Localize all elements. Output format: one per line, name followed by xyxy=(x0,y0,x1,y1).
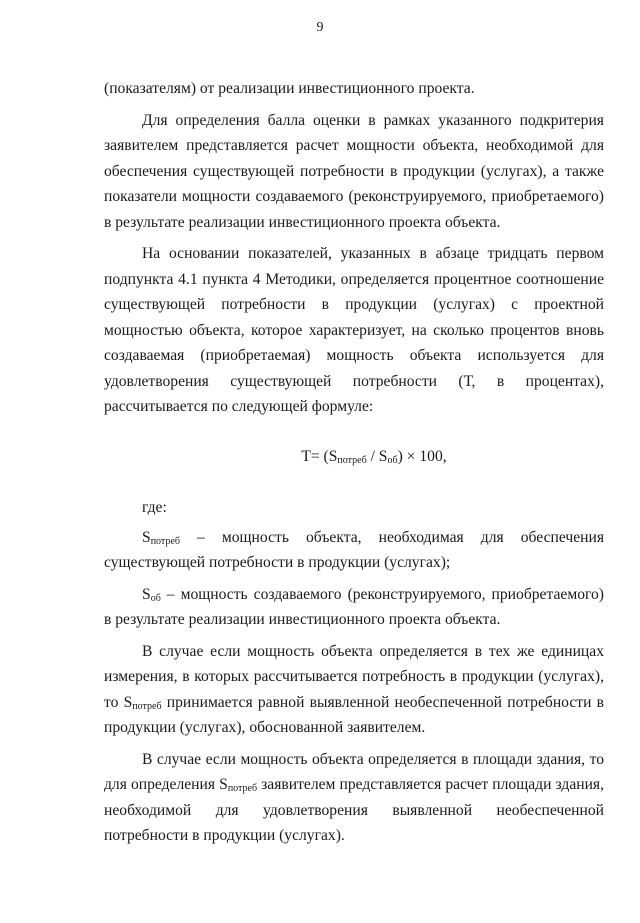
paragraph-2: На основании показателей, указанных в абзаце тридцать первом подпункта 4.1 пункта 4 Методики, определяется процентное соотношение существующей потребности в продукции (услугах) с проектной мощностью объекта, которое характеризует, на сколько процентов вновь создаваемая (приобретаемая) мощность объекта используется для удовлетворения существующей потребности (Т, в процентах), рассчитывается по следующей формуле: xyxy=(104,245,604,415)
paragraph-4-symbol: S xyxy=(219,776,228,793)
paragraph-3-post: принимается равной выявленной необеспеченной потребности в продукции (услугах), обоснованной заявителем. xyxy=(104,693,605,736)
paragraph-4-pre: В случае если мощность объекта определяется в площади здания, то для определения xyxy=(104,750,604,793)
paragraph-4-post: заявителем представляется расчет площади здания, необходимой для удовлетворения выявленной необеспеченной потребности в продукции (услугах). xyxy=(104,776,605,844)
paragraph-4-sub: потреб xyxy=(227,783,258,794)
formula-mid: / S xyxy=(366,447,388,465)
formula-sub-1: потреб xyxy=(337,454,367,466)
paragraph-continuation: (показателям) от реализации инвестиционного проекта. xyxy=(104,80,475,97)
definition-2 xyxy=(104,582,604,633)
paragraph-4 xyxy=(104,747,604,849)
paragraph-3-symbol: S xyxy=(123,693,133,711)
formula-sub-2: об xyxy=(387,454,398,466)
definition-1-text: – мощность объекта, необходимая для обеспечения существующей потребности в продукции (услугах); xyxy=(104,528,604,571)
paragraph-3-sub: потреб xyxy=(132,700,162,712)
document-body xyxy=(104,76,604,855)
where-label: где: xyxy=(142,499,167,516)
definition-1-symbol: S xyxy=(142,528,151,546)
formula xyxy=(104,444,604,470)
definition-1 xyxy=(104,525,604,576)
formula-rhs: ) × 100, xyxy=(397,447,447,465)
definition-2-symbol: S xyxy=(142,585,151,603)
page-number: 9 xyxy=(316,20,324,35)
definition-1-sub: потреб xyxy=(150,535,180,547)
paragraph-3 xyxy=(104,639,604,741)
paragraph-3-pre: В случае если мощность объекта определяется в тех же единицах измерения, в которых рассчитывается потребность в продукции (услугах), то xyxy=(104,642,604,711)
definition-2-sub: об xyxy=(150,592,161,604)
formula-lhs: Т= (S xyxy=(301,447,338,465)
definition-2-text: – мощность создаваемого (реконструируемого, приобретаемого) в результате реализации инвестиционного проекта объекта. xyxy=(104,585,604,628)
paragraph-1: Для определения балла оценки в рамках указанного подкритерия заявителем представляется расчет мощности объекта, необходимой для обеспечения существующей потребности в продукции (услугах), а также показатели мощности создаваемого (реконструируемого, приобретаемого) в результате реализации инвестиционного проекта объекта. xyxy=(104,111,604,231)
